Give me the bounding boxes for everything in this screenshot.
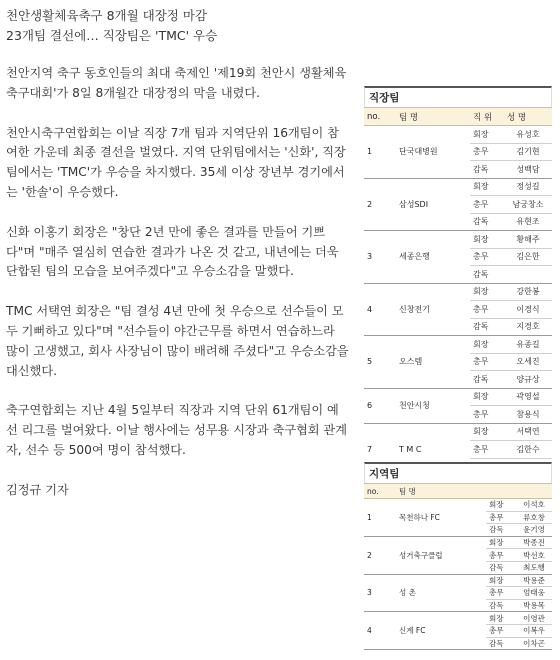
member-position: 회장 — [470, 231, 504, 249]
member-name: 유현조 — [504, 213, 552, 231]
region-team-title: 지역팀 — [364, 462, 552, 483]
roster-header-cell: 팀 명 — [396, 108, 470, 126]
team-number: 1 — [364, 499, 396, 537]
member-name: 서택연 — [504, 423, 552, 441]
member-name: 참용식 — [504, 406, 552, 424]
member-position: 총무 — [470, 196, 504, 214]
member-name: 오세진 — [504, 353, 552, 371]
member-position: 회장 — [470, 178, 504, 196]
team-number: 1 — [364, 126, 396, 179]
member-name: 박용준 — [516, 574, 552, 587]
team-number: 3 — [364, 574, 396, 612]
member-position: 감독 — [470, 371, 504, 389]
member-name: 강한봉 — [504, 283, 552, 301]
roster-header-cell: 직 위 — [470, 108, 504, 126]
headline-line-1: 천안생활체육축구 8개월 대장정 마감 — [6, 8, 207, 23]
article-paragraph: 신화 이홍기 회장은 "창단 2년 만에 좋은 결과를 만들어 기쁘다"며 "매주 열심히 연습한 결과가 나온 것 같고, 내년에는 더욱 단합된 팀의 모습을 보여주겠다"고 우승소감을 말했다. — [6, 224, 339, 279]
roster-header-cell: 성 명 — [504, 108, 552, 126]
member-name: 유성호 — [504, 126, 552, 144]
team-name: 삼성SDI — [396, 178, 470, 231]
roster-header-cell: 팀 명 — [396, 484, 486, 499]
member-position: 총무 — [470, 353, 504, 371]
team-number: 2 — [364, 536, 396, 574]
member-position: 총무 — [470, 143, 504, 161]
team-name: 성거축구클럽 — [396, 536, 486, 574]
member-position: 회장 — [470, 423, 504, 441]
article-paragraph: 천안지역 축구 동호인들의 최대 축제인 '제19회 천안시 생활체육 축구대회'가 8일 8개월간 대장정의 막을 내렸다. — [6, 66, 347, 100]
member-position: 회장 — [470, 336, 504, 354]
headline-line-2: 23개팀 결선에… 직장팀은 'TMC' 우승 — [6, 28, 218, 43]
member-position: 감독 — [486, 599, 516, 612]
member-name: 류호창 — [516, 511, 552, 524]
member-name: 양규상 — [504, 371, 552, 389]
article-paragraph: 천안시축구연합회는 이날 직장 7개 팀과 지역단위 16개팀이 참여한 가운데 최종 결선을 벌였다. 지역 단위팀에서는 '신화', 직장팀에서는 'TMC'가 우승을 차지했다. 35세 이상 장년부 경기에서는 '한솔'이 우승했다. — [6, 125, 346, 199]
member-position: 총무 — [486, 511, 516, 524]
headline — [6, 6, 356, 46]
member-name: 김기현 — [504, 143, 552, 161]
team-name: 목천하나 FC — [396, 499, 486, 537]
member-name: 박용목 — [516, 599, 552, 612]
member-name: 황해주 — [504, 231, 552, 249]
team-name: T M C — [396, 423, 470, 476]
member-name: 이석호 — [516, 499, 552, 512]
article-body — [6, 64, 349, 521]
member-position: 감독 — [486, 561, 516, 574]
roster-row — [364, 283, 552, 301]
member-name: 김한수 — [504, 441, 552, 459]
member-name: 이경식 — [504, 301, 552, 319]
roster-header-row — [364, 484, 552, 499]
member-position: 회장 — [486, 536, 516, 549]
member-name: 박선호 — [516, 549, 552, 562]
work-team-roster — [364, 86, 552, 476]
roster-header-cell — [516, 484, 552, 499]
team-name: 신창전기 — [396, 283, 470, 336]
team-name: 단국대병원 — [396, 126, 470, 179]
team-number: 7 — [364, 423, 396, 476]
member-name: 성백담 — [504, 161, 552, 179]
team-name: 천안시청 — [396, 388, 470, 423]
member-position: 회장 — [470, 126, 504, 144]
work-team-title: 직장팀 — [364, 86, 552, 107]
team-name: 성 촌 — [396, 574, 486, 612]
member-name: 이영관 — [516, 612, 552, 625]
team-number: 4 — [364, 283, 396, 336]
member-name: 남궁창소 — [504, 196, 552, 214]
member-position: 감독 — [470, 266, 504, 284]
article-paragraph: 축구연합회는 지난 4월 5일부터 직장과 지역 단위 61개팀이 예선 리그를 벌여왔다. 이날 행사에는 성무용 시장과 축구협회 관계자, 선수 등 500여 명이 참석했다. — [6, 403, 347, 457]
member-position: 총무 — [470, 301, 504, 319]
roster-row — [364, 231, 552, 249]
member-position: 총무 — [470, 441, 504, 459]
roster-row — [364, 336, 552, 354]
team-number: 4 — [364, 612, 396, 650]
roster-header-row — [364, 108, 552, 126]
team-number: 2 — [364, 178, 396, 231]
team-name: 신계 FC — [396, 612, 486, 650]
member-name: 윤기영 — [516, 524, 552, 537]
roster-row — [364, 388, 552, 406]
roster-row — [364, 178, 552, 196]
article-paragraph: TMC 서택연 회장은 "팀 결성 4년 만에 첫 우승으로 선수들이 모두 기뻐하고 있다"며 "선수들이 야간근무를 하면서 연습하느라 많이 고생했고, 회사 사장님이 많이 배려해 주셨다"고 우승소감을 대신했다. — [6, 304, 349, 378]
member-name: 정성길 — [504, 178, 552, 196]
roster-row — [364, 126, 552, 144]
team-number: 5 — [364, 336, 396, 389]
member-position: 총무 — [486, 624, 516, 637]
member-position: 회장 — [470, 283, 504, 301]
roster-header-cell: no. — [364, 484, 396, 499]
member-position: 감독 — [486, 524, 516, 537]
member-position: 회장 — [486, 612, 516, 625]
team-name: 세종은행 — [396, 231, 470, 284]
region-team-table — [364, 483, 552, 650]
member-name: 지경호 — [504, 318, 552, 336]
team-name: 오스템 — [396, 336, 470, 389]
member-name — [504, 266, 552, 284]
member-position: 총무 — [486, 549, 516, 562]
team-number: 3 — [364, 231, 396, 284]
byline: 김정규 기자 — [6, 482, 69, 497]
region-team-roster — [364, 462, 552, 650]
team-number: 6 — [364, 388, 396, 423]
member-name: 이차곤 — [516, 637, 552, 650]
roster-row — [364, 499, 552, 512]
roster-header-cell: no. — [364, 108, 396, 126]
roster-header-cell — [486, 484, 516, 499]
member-position: 총무 — [470, 248, 504, 266]
roster-row — [364, 612, 552, 625]
member-position: 총무 — [470, 406, 504, 424]
roster-row — [364, 423, 552, 441]
member-name: 유종길 — [504, 336, 552, 354]
member-name: 김은한 — [504, 248, 552, 266]
roster-row — [364, 574, 552, 587]
member-position: 감독 — [470, 318, 504, 336]
member-name: 엄태웅 — [516, 587, 552, 600]
work-team-table — [364, 107, 552, 476]
member-position: 감독 — [486, 637, 516, 650]
member-position: 감독 — [470, 213, 504, 231]
member-position: 총무 — [486, 587, 516, 600]
member-name: 곽영설 — [504, 388, 552, 406]
member-name: 박종진 — [516, 536, 552, 549]
member-name: 최도행 — [516, 561, 552, 574]
member-position: 회장 — [470, 388, 504, 406]
member-position: 회장 — [486, 574, 516, 587]
member-position: 감독 — [470, 161, 504, 179]
member-name: 이복우 — [516, 624, 552, 637]
member-position: 회장 — [486, 499, 516, 512]
roster-row — [364, 536, 552, 549]
